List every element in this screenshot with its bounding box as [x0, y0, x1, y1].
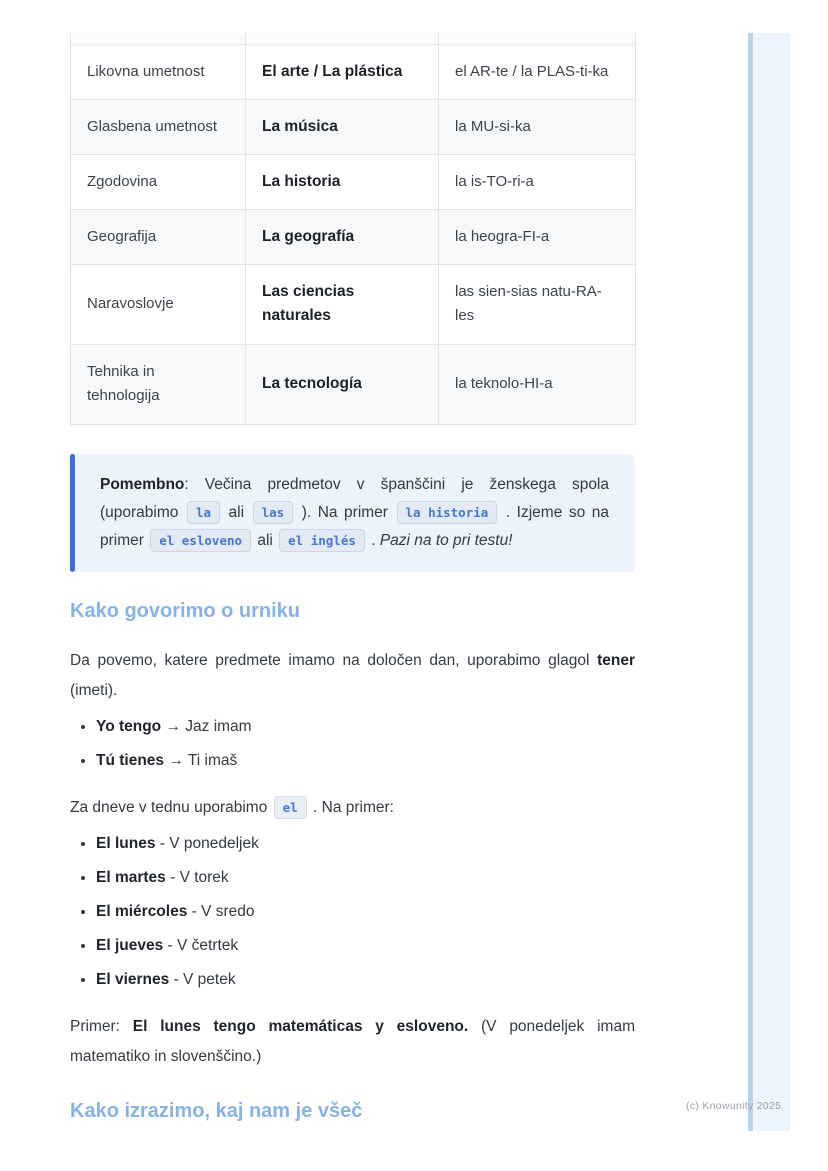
- schedule-intro-paragraph: Da povemo, katere predmete imamo na določen dan, uporabimo glagol tener (imeti).: [70, 651, 635, 699]
- pronunciation-cell: la is-TO-ri-a: [439, 154, 636, 209]
- subject-slovenian-cell: Likovna umetnost: [71, 44, 246, 99]
- days-intro-paragraph: Za dneve v tednu uporabimo el . Na primer:: [70, 793, 635, 823]
- subjects-table: [70, 33, 636, 425]
- list-item: • El lunes - V ponedeljek: [96, 833, 635, 854]
- important-callout: [70, 454, 635, 572]
- list-item: • El martes - V torek: [96, 867, 635, 888]
- table-cell: [71, 33, 246, 44]
- pronunciation-cell: la heogra-FI-a: [439, 209, 636, 264]
- subject-spanish-cell: Las ciencias naturales: [246, 264, 439, 344]
- list-item: • El jueves - V četrtek: [96, 935, 635, 956]
- pronunciation-cell: la teknolo-HI-a: [439, 344, 636, 424]
- table-cell: [439, 33, 636, 44]
- subject-spanish-cell: El arte / La plástica: [246, 44, 439, 99]
- table-row: [71, 209, 636, 264]
- list-item: • El miércoles - V sredo: [96, 901, 635, 922]
- callout-text: Pomembno: Večina predmetov v španščini je ženskega spola (uporabimo la ali las ). Na primer la historia . Izjeme so na primer el esloveno ali el inglés . Pazi na to pri testu!: [100, 471, 609, 555]
- section-heading-likes: Kako izrazimo, kaj nam je všeč: [70, 1099, 363, 1122]
- pronunciation-cell: las sien-sias natu-RA-les: [439, 264, 636, 344]
- table-row: [71, 264, 636, 344]
- subject-spanish-cell: La tecnología: [246, 344, 439, 424]
- weekdays-list: [70, 833, 635, 990]
- table-row: [71, 99, 636, 154]
- subject-slovenian-cell: Tehnika in tehnologija: [71, 344, 246, 424]
- table-row-cutoff: [71, 33, 636, 44]
- table-cell: [246, 33, 439, 44]
- pronunciation-cell: el AR-te / la PLAS-ti-ka: [439, 44, 636, 99]
- subject-spanish-cell: La música: [246, 99, 439, 154]
- subject-slovenian-cell: Glasbena umetnost: [71, 99, 246, 154]
- list-item: • Yo tengo → Jaz imam: [96, 716, 635, 737]
- table-row: [71, 154, 636, 209]
- section-heading-schedule: Kako govorimo o urniku: [70, 599, 301, 622]
- table-row: [71, 344, 636, 424]
- list-item: • El viernes - V petek: [96, 969, 635, 990]
- subject-slovenian-cell: Naravoslovje: [71, 264, 246, 344]
- table-row: [71, 44, 636, 99]
- pronunciation-cell: la MU-si-ka: [439, 99, 636, 154]
- document-page-content: [70, 33, 635, 1124]
- subject-spanish-cell: La historia: [246, 154, 439, 209]
- page-edge-decoration: [748, 33, 790, 1131]
- tener-forms-list: [70, 716, 635, 771]
- example-sentence-paragraph: Primer: El lunes tengo matemáticas y esloveno. (V ponedeljek imam matematiko in slovenščino.): [70, 1017, 635, 1065]
- subject-slovenian-cell: Geografija: [71, 209, 246, 264]
- subject-slovenian-cell: Zgodovina: [71, 154, 246, 209]
- subject-spanish-cell: La geografía: [246, 209, 439, 264]
- list-item: • Tú tienes → Ti imaš: [96, 750, 635, 771]
- watermark: (c) Knowunity 2025: [686, 1100, 782, 1112]
